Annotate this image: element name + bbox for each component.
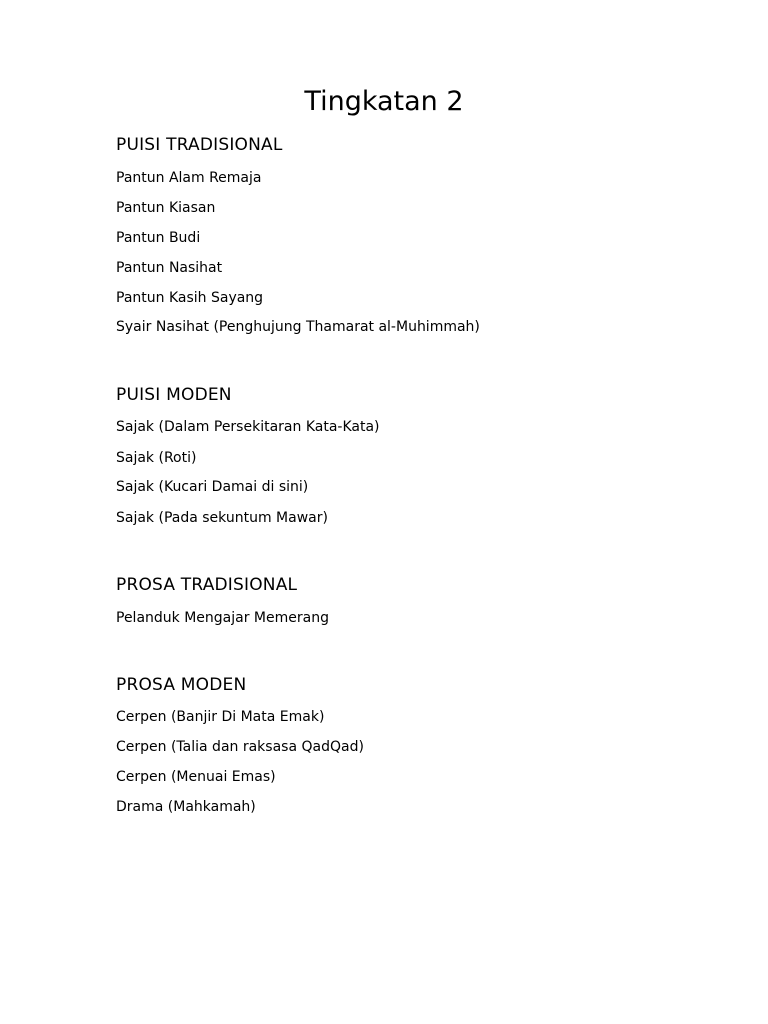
list-item: Sajak (Pada sekuntum Mawar): [116, 510, 328, 526]
list-item: Cerpen (Banjir Di Mata Emak): [116, 709, 325, 725]
section-heading-prosa-tradisional: PROSA TRADISIONAL: [116, 575, 298, 595]
list-item: Syair Nasihat (Penghujung Thamarat al-Muhimmah): [116, 319, 480, 335]
list-item: Pantun Kiasan: [116, 200, 216, 216]
page-title: Tingkatan 2: [304, 86, 464, 117]
list-item: Pantun Budi: [116, 230, 201, 246]
list-item: Pelanduk Mengajar Memerang: [116, 610, 329, 626]
list-item: Pantun Kasih Sayang: [116, 290, 264, 306]
list-item: Sajak (Dalam Persekitaran Kata-Kata): [116, 419, 380, 435]
list-item: Drama (Mahkamah): [116, 799, 256, 815]
list-item: Pantun Nasihat: [116, 260, 223, 276]
list-item: Cerpen (Talia dan raksasa QadQad): [116, 739, 364, 755]
section-heading-prosa-moden: PROSA MODEN: [116, 675, 247, 695]
list-item: Sajak (Roti): [116, 450, 197, 466]
list-item: Sajak (Kucari Damai di sini): [116, 479, 309, 495]
list-item: Cerpen (Menuai Emas): [116, 769, 276, 785]
section-heading-puisi-moden: PUISI MODEN: [116, 385, 232, 405]
section-heading-puisi-tradisional: PUISI TRADISIONAL: [116, 135, 283, 155]
list-item: Pantun Alam Remaja: [116, 170, 262, 186]
